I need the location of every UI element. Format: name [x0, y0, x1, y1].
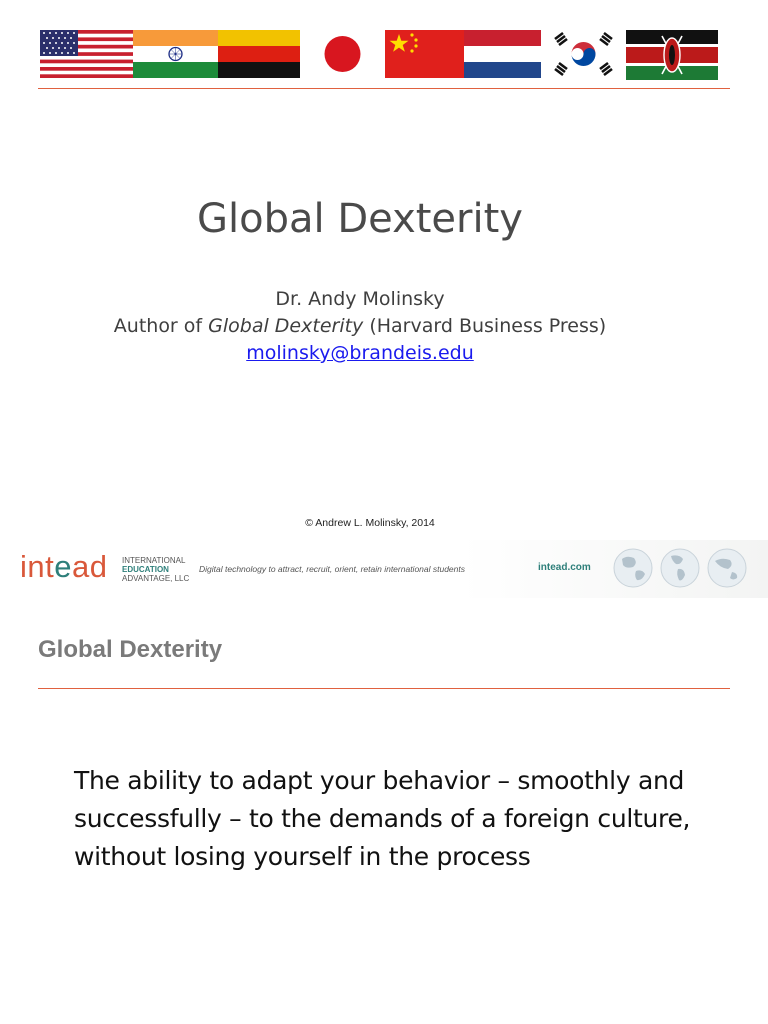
- definition-text: The ability to adapt your behavior – smoothly and successfully – to the demands of a foreign culture, without losing yourself in the process: [74, 766, 691, 871]
- author-prefix: Author of: [113, 315, 209, 337]
- book-title: Global Dexterity: [208, 315, 364, 337]
- banner-tagline: Digital technology to attract, recruit, orient, retain international students: [199, 564, 466, 574]
- slide2-title: Global Dexterity: [38, 636, 223, 663]
- publisher: (Harvard Business Press): [363, 315, 607, 337]
- slide-title: Global Dexterity: [197, 196, 523, 242]
- china-flag: [385, 30, 464, 78]
- globe-icon: [659, 547, 701, 589]
- banner-url-link[interactable]: intead.com: [538, 562, 591, 573]
- germany-flag: [218, 30, 300, 78]
- usa-flag: [40, 30, 133, 78]
- japan-flag: [300, 30, 385, 78]
- intead-logo[interactable]: intead: [20, 549, 108, 584]
- globe-icon: [706, 547, 748, 589]
- email-link[interactable]: molinsky@brandeis.edu: [246, 342, 474, 364]
- copyright-notice: © Andrew L. Molinsky, 2014: [305, 517, 435, 529]
- globe-icon: [612, 547, 654, 589]
- email-line: [0, 340, 720, 366]
- logo-subtitle: INTERNATIONAL EDUCATION ADVANTAGE, LLC: [122, 556, 190, 583]
- intead-banner: [0, 540, 768, 598]
- india-flag: [133, 30, 218, 78]
- author-name: Dr. Andy Molinsky: [275, 288, 445, 310]
- title-divider-top: [38, 88, 730, 89]
- kenya-flag: [626, 30, 718, 80]
- netherlands-flag: [464, 30, 541, 78]
- south-korea-flag: [541, 30, 626, 78]
- author-line: [0, 313, 720, 339]
- title-divider-bottom: [38, 688, 730, 689]
